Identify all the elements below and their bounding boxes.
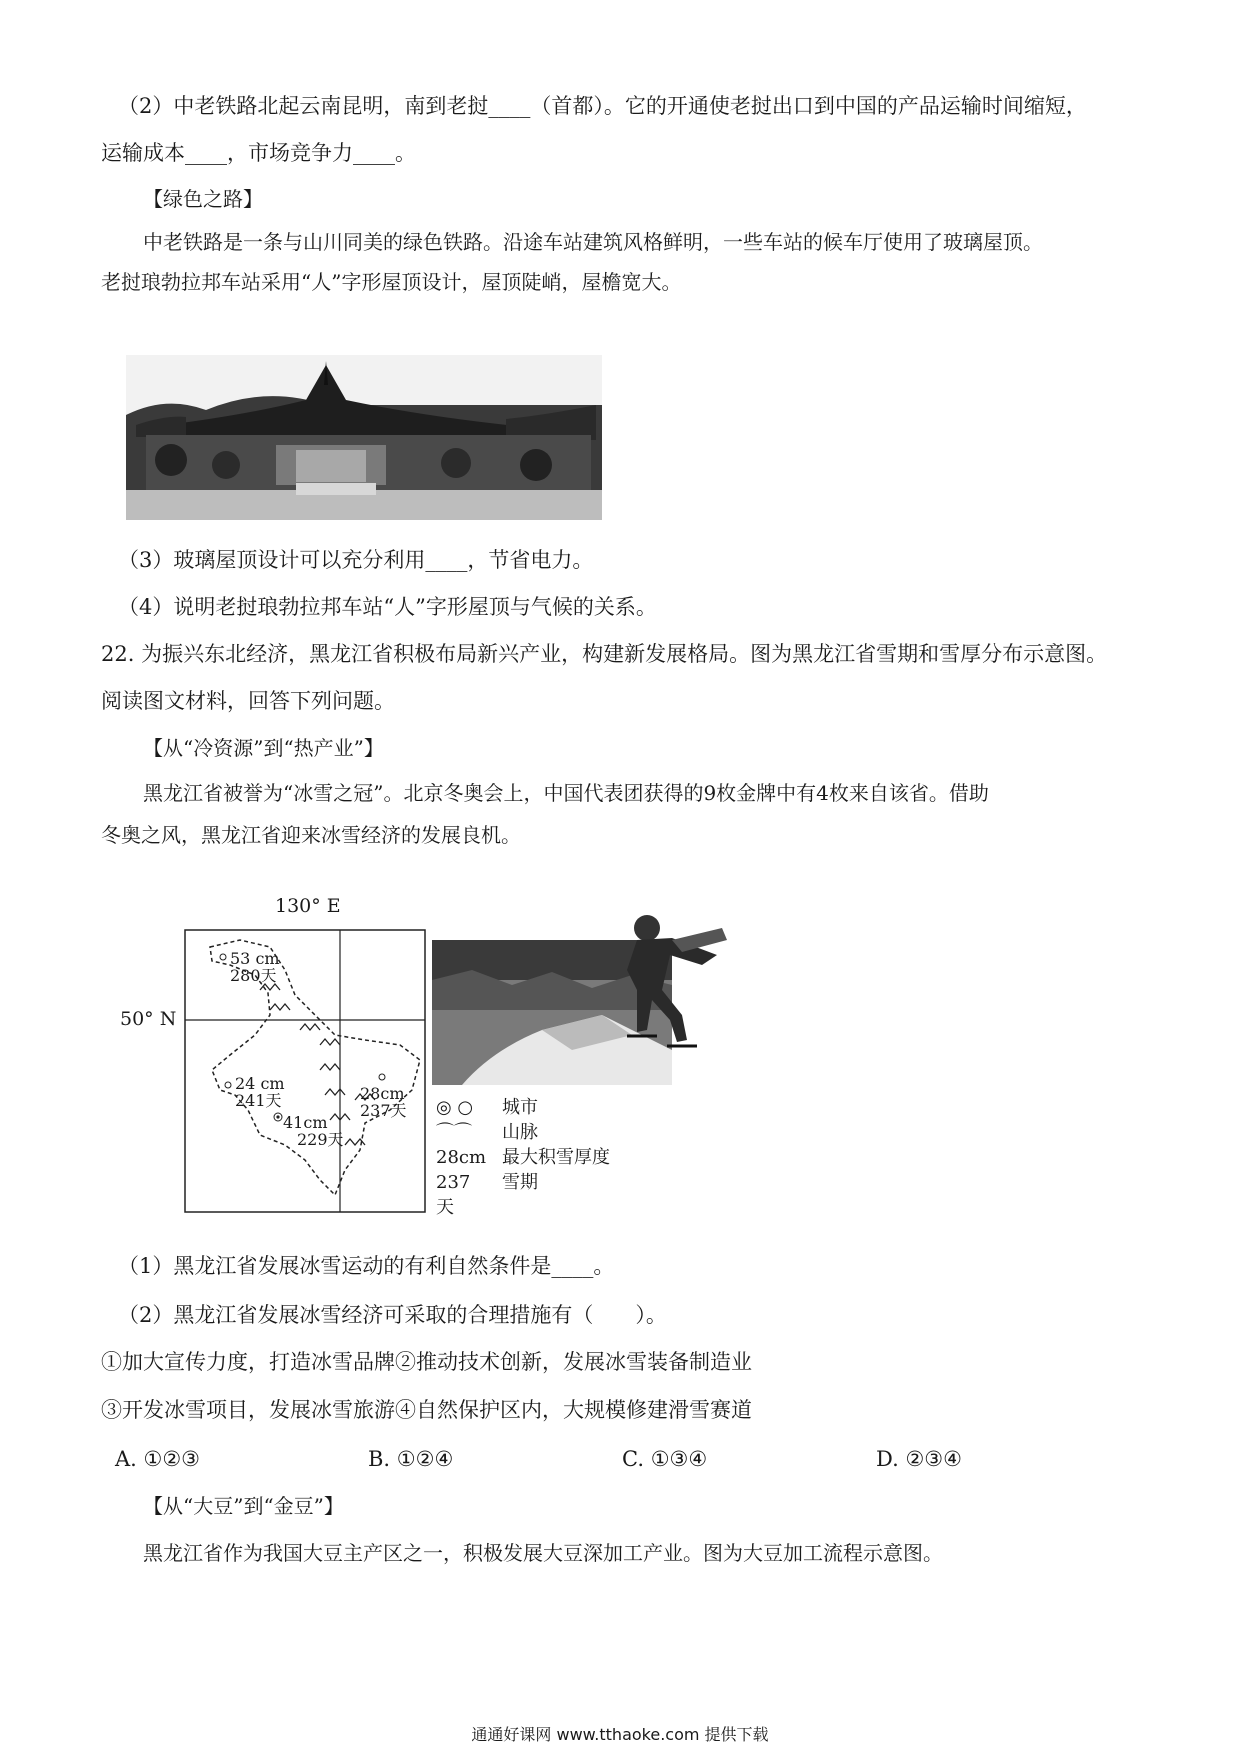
option-b-letter: B.	[368, 1447, 391, 1471]
option-c-text: ①③④	[650, 1447, 708, 1471]
statements-line2: ③开发冰雪项目，发展冰雪旅游④自然保护区内，大规模修建滑雪赛道	[101, 1398, 752, 1422]
legend-days-label: 雪期	[502, 1172, 538, 1193]
city-icon: ◎ ○	[436, 1097, 474, 1118]
legend-depth-symbol: 28cm	[436, 1147, 487, 1168]
option-d-letter: D.	[876, 1447, 899, 1471]
option-b-text: ①②④	[396, 1447, 454, 1471]
q22-intro-line1: 22. 为振兴东北经济，黑龙江省积极布局新兴产业，构建新发展格局。图为黑龙江省雪期和雪厚分布示意图。	[101, 642, 1108, 666]
legend-row-mountain	[436, 1120, 610, 1145]
option-c-letter: C.	[622, 1447, 644, 1471]
section-green-road: 【绿色之路】	[143, 187, 263, 211]
option-b[interactable]	[368, 1444, 453, 1474]
option-c[interactable]	[622, 1444, 707, 1474]
q21-part4: （4）说明老挝琅勃拉邦车站“人”字形屋顶与气候的关系。	[118, 595, 657, 619]
heilongjiang-snow-map	[120, 895, 440, 1215]
section-soybean: 【从“大豆”到“金豆”】	[143, 1494, 344, 1518]
point-west-depth: 24 cm	[235, 1074, 285, 1093]
latitude-label: 50° N	[120, 1008, 177, 1030]
option-a[interactable]	[115, 1444, 200, 1474]
cold-text-line2: 冬奥之风，黑龙江省迎来冰雪经济的发展良机。	[101, 823, 521, 847]
legend-days-symbol: 237天	[436, 1172, 471, 1218]
legend-row-days	[436, 1170, 610, 1220]
point-east	[360, 1085, 407, 1119]
point-north-days: 280天	[230, 966, 277, 985]
q21-part3: （3）玻璃屋顶设计可以充分利用____，节省电力。	[118, 548, 594, 572]
option-d[interactable]	[876, 1444, 962, 1474]
point-center	[265, 1114, 344, 1148]
green-text-line1: 中老铁路是一条与山川同美的绿色铁路。沿途车站建筑风格鲜明，一些车站的候车厅使用了玻璃屋顶。	[143, 230, 1043, 254]
option-d-text: ②③④	[905, 1447, 962, 1471]
point-east-depth: 28cm	[360, 1084, 405, 1103]
green-text-line2: 老挝琅勃拉邦车站采用“人”字形屋顶设计，屋顶陡峭，屋檐宽大。	[101, 270, 682, 294]
q22-part2: （2）黑龙江省发展冰雪经济可采取的合理措施有（ ）。	[118, 1303, 667, 1327]
cold-text-line1: 黑龙江省被誉为“冰雪之冠”。北京冬奥会上，中国代表团获得的9枚金牌中有4枚来自该省。借助	[143, 781, 989, 805]
point-center-days: 229天	[297, 1130, 344, 1149]
option-a-letter: A.	[115, 1447, 137, 1471]
statements-line1: ①加大宣传力度，打造冰雪品牌②推动技术创新，发展冰雪装备制造业	[101, 1350, 752, 1374]
legend-city-label: 城市	[502, 1097, 538, 1118]
q21-part2-line2: 运输成本____，市场竞争力____。	[101, 141, 416, 165]
longitude-label: 130° E	[275, 895, 341, 917]
point-north-depth: 53 cm	[230, 949, 280, 968]
point-west-days: 241天	[235, 1091, 282, 1110]
station-photo	[126, 355, 602, 520]
q21-part2-line1: （2）中老铁路北起云南昆明，南到老挝____（首都）。它的开通使老挝出口到中国的产品运输时间缩短，	[118, 94, 1087, 118]
legend-mountain-label: 山脉	[502, 1122, 538, 1143]
q22-part1: （1）黑龙江省发展冰雪运动的有利自然条件是____。	[118, 1254, 615, 1278]
option-a-text: ①②③	[143, 1447, 201, 1471]
legend-depth-label: 最大积雪厚度	[502, 1147, 610, 1168]
legend-row-city	[436, 1095, 610, 1120]
q22-intro-line2: 阅读图文材料，回答下列问题。	[101, 689, 395, 713]
soybean-text-line1: 黑龙江省作为我国大豆主产区之一，积极发展大豆深加工产业。图为大豆加工流程示意图。	[143, 1541, 943, 1565]
legend-row-depth	[436, 1145, 610, 1170]
point-west	[235, 1075, 285, 1109]
page-footer: 通通好课网 www.tthaoke.com 提供下载	[471, 1725, 769, 1744]
skating-photo	[432, 900, 732, 1090]
point-east-days: 237天	[360, 1101, 407, 1120]
point-center-depth: 41cm	[283, 1113, 328, 1132]
section-cold-resource: 【从“冷资源”到“热产业”】	[143, 736, 384, 760]
mountain-icon: ⌒⌒	[436, 1122, 472, 1143]
point-north	[230, 950, 280, 984]
map-legend	[436, 1095, 610, 1220]
